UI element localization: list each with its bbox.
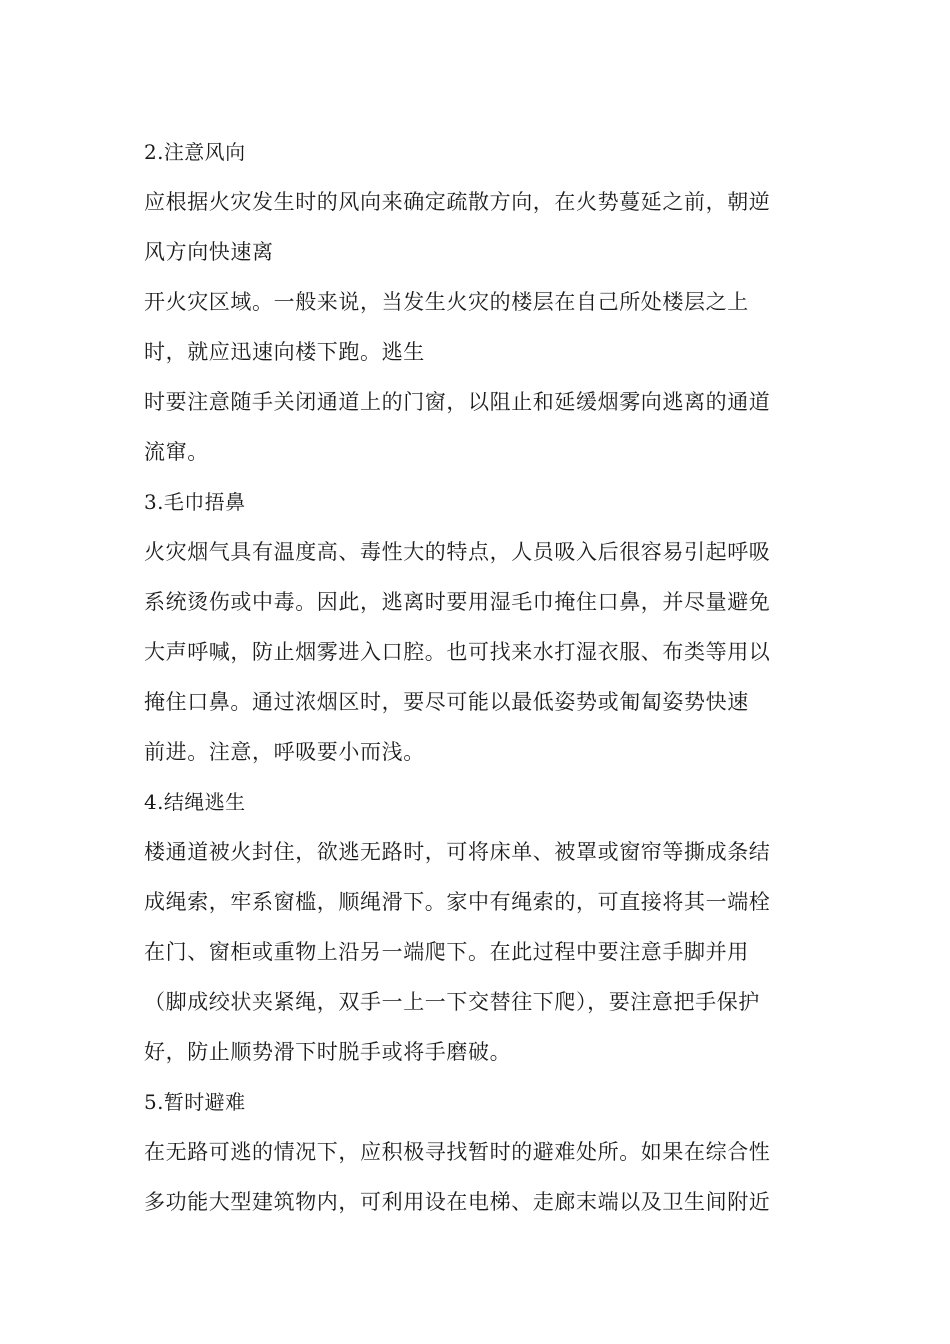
paragraph-line: 多功能大型建筑物内，可利用设在电梯、走廊末端以及卫生间附近 bbox=[144, 1190, 771, 1214]
paragraph-line: 楼通道被火封住，欲逃无路时，可将床单、被罩或窗帘等撕成条结 bbox=[144, 840, 771, 864]
paragraph-line: 掩住口鼻。通过浓烟区时，要尽可能以最低姿势或匍匐姿势快速 bbox=[144, 690, 749, 714]
section-heading-towel: 3.毛巾捂鼻 bbox=[144, 490, 246, 514]
paragraph-line: 流窜。 bbox=[144, 440, 209, 464]
document-body bbox=[144, 127, 824, 1227]
section-heading-rope: 4.结绳逃生 bbox=[144, 790, 246, 814]
paragraph-line: 在门、窗柜或重物上沿另一端爬下。在此过程中要注意手脚并用 bbox=[144, 940, 749, 964]
paragraph-line: 时要注意随手关闭通道上的门窗，以阻止和延缓烟雾向逃离的通道 bbox=[144, 390, 771, 414]
paragraph-line: 在无路可逃的情况下，应积极寻找暂时的避难处所。如果在综合性 bbox=[144, 1140, 771, 1164]
paragraph-line: 好，防止顺势滑下时脱手或将手磨破。 bbox=[144, 1040, 512, 1064]
paragraph-line: 成绳索，牢系窗槛，顺绳滑下。家中有绳索的，可直接将其一端栓 bbox=[144, 890, 771, 914]
paragraph-line: 开火灾区域。一般来说，当发生火灾的楼层在自己所处楼层之上 bbox=[144, 290, 749, 314]
paragraph-line: 火灾烟气具有温度高、毒性大的特点，人员吸入后很容易引起呼吸 bbox=[144, 540, 771, 564]
paragraph-line: 应根据火灾发生时的风向来确定疏散方向，在火势蔓延之前，朝逆 bbox=[144, 190, 771, 214]
paragraph-line: 时，就应迅速向楼下跑。逃生 bbox=[144, 340, 425, 364]
section-heading-refuge: 5.暂时避难 bbox=[144, 1090, 246, 1114]
paragraph-line: 大声呼喊，防止烟雾进入口腔。也可找来水打湿衣服、布类等用以 bbox=[144, 640, 771, 664]
section-heading-wind-direction: 2.注意风向 bbox=[144, 140, 246, 164]
paragraph-line: 前进。注意，呼吸要小而浅。 bbox=[144, 740, 425, 764]
paragraph-line: 风方向快速离 bbox=[144, 240, 274, 264]
paragraph-line: （脚成绞状夹紧绳，双手一上一下交替往下爬），要注意把手保护 bbox=[144, 990, 760, 1014]
paragraph-line: 系统烫伤或中毒。因此，逃离时要用湿毛巾掩住口鼻，并尽量避免 bbox=[144, 590, 771, 614]
